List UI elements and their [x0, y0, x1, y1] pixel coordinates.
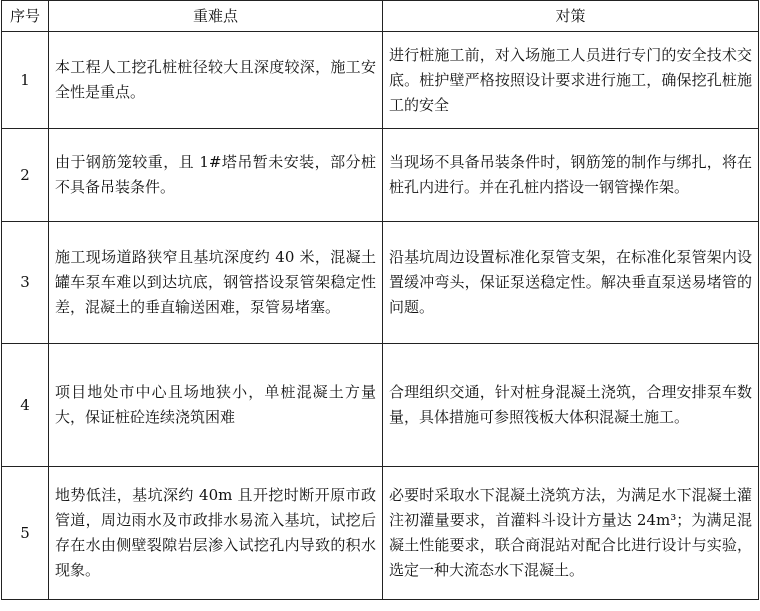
table-row — [2, 222, 759, 344]
row-number: 3 — [2, 222, 49, 344]
table-row — [2, 32, 759, 129]
table-header-row — [2, 1, 759, 32]
difficulty-cell: 施工现场道路狭窄且基坑深度约 40 米，混凝土罐车泵车难以到达坑底，钢管搭设泵管架稳定性差，混凝土的垂直输送困难，泵管易堵塞。 — [49, 222, 383, 344]
measure-cell: 沿基坑周边设置标准化泵管支架，在标准化泵管架内设置缓冲弯头，保证泵送稳定性。解决垂直泵送易堵管的问题。 — [383, 222, 759, 344]
difficulty-cell: 本工程人工挖孔桩桩径较大且深度较深，施工安全性是重点。 — [49, 32, 383, 129]
table-row — [2, 467, 759, 600]
measures-table — [1, 0, 759, 600]
header-difficulty: 重难点 — [49, 1, 383, 32]
measure-cell: 必要时采取水下混凝土浇筑方法，为满足水下混凝土灌注初灌量要求，首灌料斗设计方量达 24m³；为满足混凝土性能要求，联合商混站对配合比进行设计与实验，选定一种大流态水下混凝土。 — [383, 467, 759, 600]
row-number: 2 — [2, 129, 49, 222]
measure-cell: 当现场不具备吊装条件时，钢筋笼的制作与绑扎，将在桩孔内进行。并在孔桩内搭设一钢管操作架。 — [383, 129, 759, 222]
table-row — [2, 344, 759, 467]
difficulty-cell: 由于钢筋笼较重，且 1#塔吊暂未安装，部分桩不具备吊装条件。 — [49, 129, 383, 222]
row-number: 5 — [2, 467, 49, 600]
measure-cell: 进行桩施工前，对入场施工人员进行专门的安全技术交底。桩护壁严格按照设计要求进行施工，确保挖孔桩施工的安全 — [383, 32, 759, 129]
row-number: 1 — [2, 32, 49, 129]
header-number: 序号 — [2, 1, 49, 32]
measure-cell: 合理组织交通，针对桩身混凝土浇筑，合理安排泵车数量，具体措施可参照筏板大体积混凝土施工。 — [383, 344, 759, 467]
row-number: 4 — [2, 344, 49, 467]
table-row — [2, 129, 759, 222]
difficulty-cell: 地势低洼，基坑深约 40m 且开挖时断开原市政管道，周边雨水及市政排水易流入基坑，试挖后存在水由侧壁裂隙岩层渗入试挖孔内导致的积水现象。 — [49, 467, 383, 600]
header-measure: 对策 — [383, 1, 759, 32]
difficulty-cell: 项目地处市中心且场地狭小，单桩混凝土方量大，保证桩砼连续浇筑困难 — [49, 344, 383, 467]
